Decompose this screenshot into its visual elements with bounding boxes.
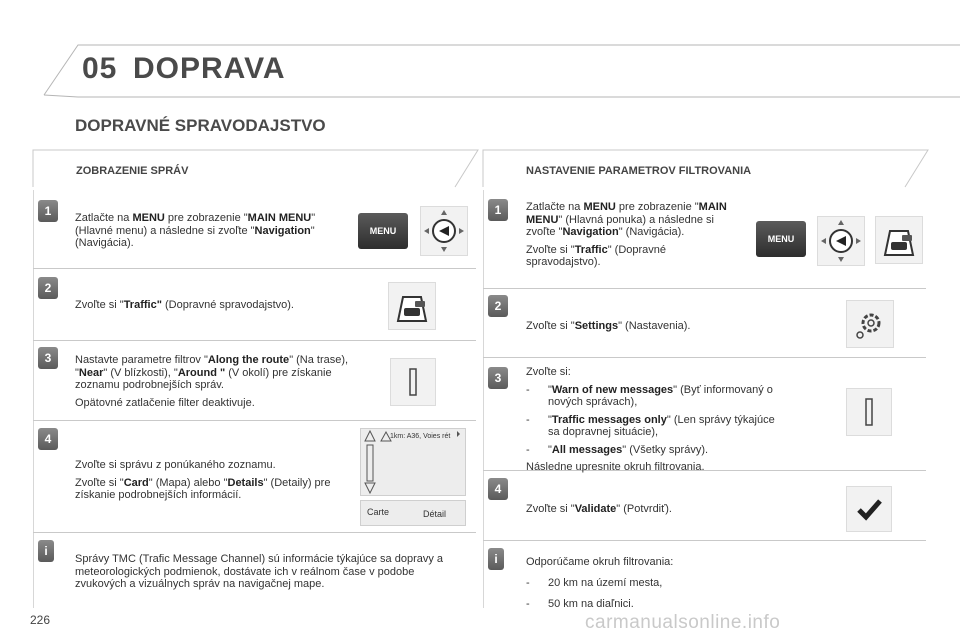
right-step1-text: Zatlačte na MENU pre zobrazenie "MAIN MENU" (Hlavná ponuka) a následne si zvoľte "Navigation" (Navigácia). Zvoľte si "Traffic" (Dopravné spravodajstvo). xyxy=(526,201,727,268)
right-step2-text: Zvoľte si "Settings" (Nastavenia). xyxy=(526,320,691,332)
section-title: DOPRAVNÉ SPRAVODAJSTVO xyxy=(75,116,326,135)
right-column-title: NASTAVENIE PARAMETROV FILTROVANIA xyxy=(526,165,752,177)
chapter-number: 05 xyxy=(82,52,118,85)
traffic-list-screen xyxy=(360,428,466,496)
card-button: Carte xyxy=(367,507,390,517)
filter-icon xyxy=(846,388,892,436)
list-item: - 50 km na diaľnici. xyxy=(526,598,786,611)
filter-icon xyxy=(390,358,436,406)
right-info-text: Odporúčame okruh filtrovania: - 20 km na území mesta, - 50 km na diaľnici. xyxy=(526,556,786,616)
traffic-icon xyxy=(875,216,923,264)
step-badge: 3 xyxy=(38,347,58,369)
left-step4-text: Zvoľte si správu z ponúkaného zoznamu. Zvoľte si "Card" (Mapa) alebo "Details" (Detaily) pre získanie podrobnejších informácií. xyxy=(75,459,331,501)
right-step3-text: Zvoľte si: - "Warn of new messages" (Byť informovaný o nových správach), - "Traffic messages only" (Len správy týkajúce sa dopravnej situácie), - "All messages" (Všetky správy). Následne upresnite okruh filtrovania. xyxy=(526,366,786,479)
left-column-title: ZOBRAZENIE SPRÁV xyxy=(76,165,189,177)
rotary-knob-icon xyxy=(817,216,865,266)
traffic-icon xyxy=(388,282,436,330)
page-number: 226 xyxy=(30,613,51,627)
left-step3-text: Nastavte parametre filtrov "Along the route" (Na trase), "Near" (V blízkosti), "Around " (V okolí) pre získanie zoznamu podrobnejších správ. Opätovné zatlačenie filter deaktivuje. xyxy=(75,354,349,409)
step-badge: 1 xyxy=(38,200,58,222)
chapter-title: DOPRAVA xyxy=(133,52,286,85)
menu-button-icon: MENU xyxy=(756,221,806,257)
detail-button: Détail xyxy=(423,509,447,519)
right-step4-text: Zvoľte si "Validate" (Potvrdiť). xyxy=(526,503,672,515)
watermark: carmanualsonline.info xyxy=(585,612,781,633)
step-badge: 3 xyxy=(488,367,508,389)
step-badge: 2 xyxy=(38,277,58,299)
traffic-message-text: 1km: A36, Voies rét xyxy=(390,433,451,440)
list-item: - "Traffic messages only" (Len správy týkajúce sa dopravnej situácie), xyxy=(526,414,786,439)
info-icon: i xyxy=(488,548,504,570)
left-step2-text: Zvoľte si "Traffic" (Dopravné spravodajstvo). xyxy=(75,299,294,311)
settings-gear-icon xyxy=(846,300,894,348)
step-badge: 2 xyxy=(488,295,508,317)
checkmark-icon xyxy=(846,486,892,532)
step-badge: 1 xyxy=(488,199,508,221)
left-info-text: Správy TMC (Trafic Message Channel) sú informácie týkajúce sa dopravy a meteorologických podmienok, dostávate ich v reálnom čase v podobe zvukových a vizuálnych správ na navigačnej mape. xyxy=(75,553,444,590)
info-icon: i xyxy=(38,540,54,562)
step-badge: 4 xyxy=(38,428,58,450)
step-badge: 4 xyxy=(488,478,508,500)
menu-button-icon: MENU xyxy=(358,213,408,249)
screen-buttons xyxy=(360,500,466,526)
rotary-knob-icon xyxy=(420,206,468,256)
list-item: - "All messages" (Všetky správy). xyxy=(526,444,786,457)
list-item: - "Warn of new messages" (Byť informovaný o nových správach), xyxy=(526,384,786,409)
left-step1-text: Zatlačte na MENU pre zobrazenie "MAIN MENU" (Hlavné menu) a následne si zvoľte "Navigation" (Navigácia). xyxy=(75,212,316,249)
list-item: - 20 km na území mesta, xyxy=(526,577,786,590)
